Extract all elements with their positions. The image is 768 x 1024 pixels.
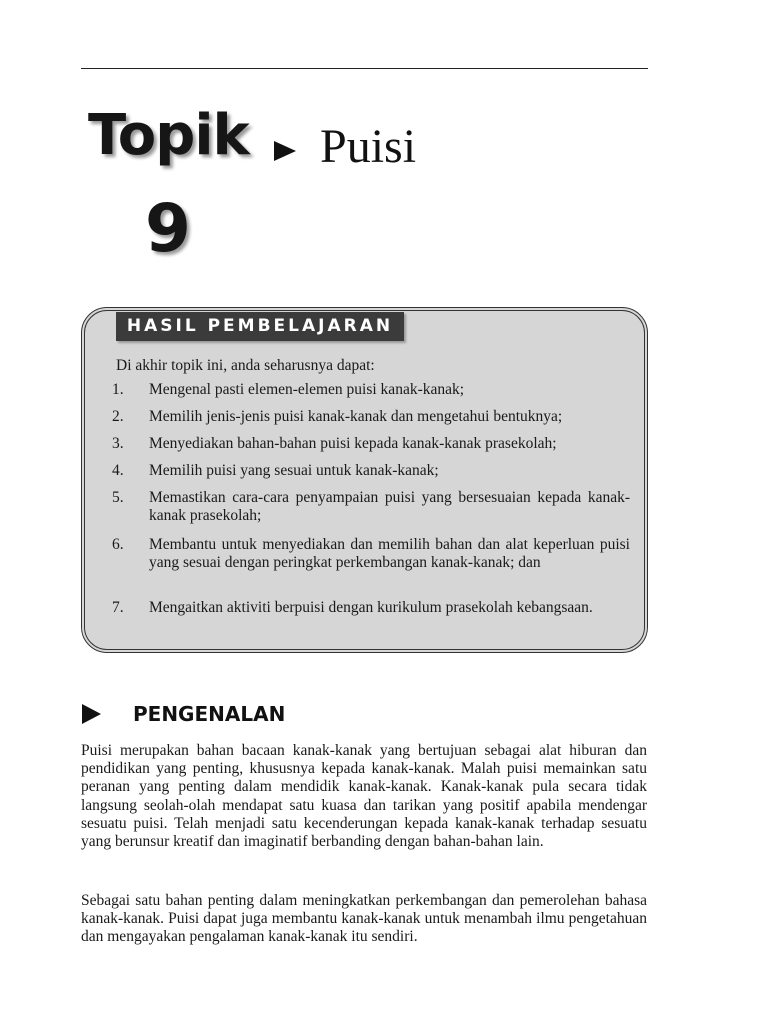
- header-rule: [81, 68, 648, 69]
- list-item: [112, 489, 630, 524]
- list-item-text: Memastikan cara-cara penyampaian puisi yang bersesuaian kepada kanak-kanak prasekolah;: [149, 489, 630, 524]
- list-item: [112, 599, 630, 617]
- section-arrow-icon: [82, 704, 101, 724]
- list-item-number: 4.: [112, 462, 124, 479]
- list-item: [112, 381, 630, 399]
- page-title: Puisi: [320, 120, 417, 173]
- list-item-text: Menyediakan bahan-bahan puisi kepada kanak-kanak prasekolah;: [149, 435, 557, 452]
- learning-outcomes-heading: HASIL PEMBELAJARAN: [116, 312, 404, 341]
- list-item-number: 6.: [112, 536, 124, 553]
- list-item-number: 2.: [112, 408, 124, 425]
- list-item-text: Mengenal pasti elemen-elemen puisi kanak-kanak;: [149, 381, 465, 398]
- list-item-text: Mengaitkan aktiviti berpuisi dengan kurikulum prasekolah kebangsaan.: [149, 599, 593, 616]
- list-item-number: 7.: [112, 599, 124, 616]
- list-item: [112, 536, 630, 571]
- intro-paragraph: Puisi merupakan bahan bacaan kanak-kanak yang bertujuan sebagai alat hiburan dan pendidikan yang penting, khususnya kepada kanak-kanak. Malah puisi memainkan satu peranan yang penting dalam mendidik kanak-kanak. Kanak-kanak pula secara tidak langsung seolah-olah mendapat satu kuasa dan tarikan yang positif apabila mendengar sesuatu puisi. Telah menjadi satu kecenderungan kepada kanak-kanak terhadap sesuatu yang berunsur kreatif dan imaginatif berbanding dengan bahan-bahan lain.: [81, 742, 647, 851]
- list-item: [112, 408, 630, 426]
- intro-paragraph: Sebagai satu bahan penting dalam meningkatkan perkembangan dan pemerolehan bahasa kanak-kanak. Puisi dapat juga membantu kanak-kanak untuk menambah ilmu pengetahuan dan mengayakan pengalaman kanak-kanak itu sendiri.: [81, 892, 647, 946]
- topic-label: Topik: [88, 103, 249, 168]
- list-item-number: 5.: [112, 489, 124, 506]
- topic-number: 9: [145, 190, 191, 267]
- title-arrow-icon: [274, 141, 296, 161]
- list-item-text: Memilih puisi yang sesuai untuk kanak-kanak;: [149, 462, 439, 479]
- list-item-number: 3.: [112, 435, 124, 452]
- list-item: [112, 462, 630, 480]
- list-item-text: Membantu untuk menyediakan dan memilih bahan dan alat keperluan puisi yang sesuai dengan peringkat perkembangan kanak-kanak; dan: [149, 536, 630, 571]
- learning-outcomes-intro: Di akhir topik ini, anda seharusnya dapat:: [116, 357, 375, 374]
- section-heading: PENGENALAN: [133, 702, 286, 726]
- list-item-number: 1.: [112, 381, 124, 398]
- list-item: [112, 435, 630, 453]
- list-item-text: Memilih jenis-jenis puisi kanak-kanak dan mengetahui bentuknya;: [149, 408, 563, 425]
